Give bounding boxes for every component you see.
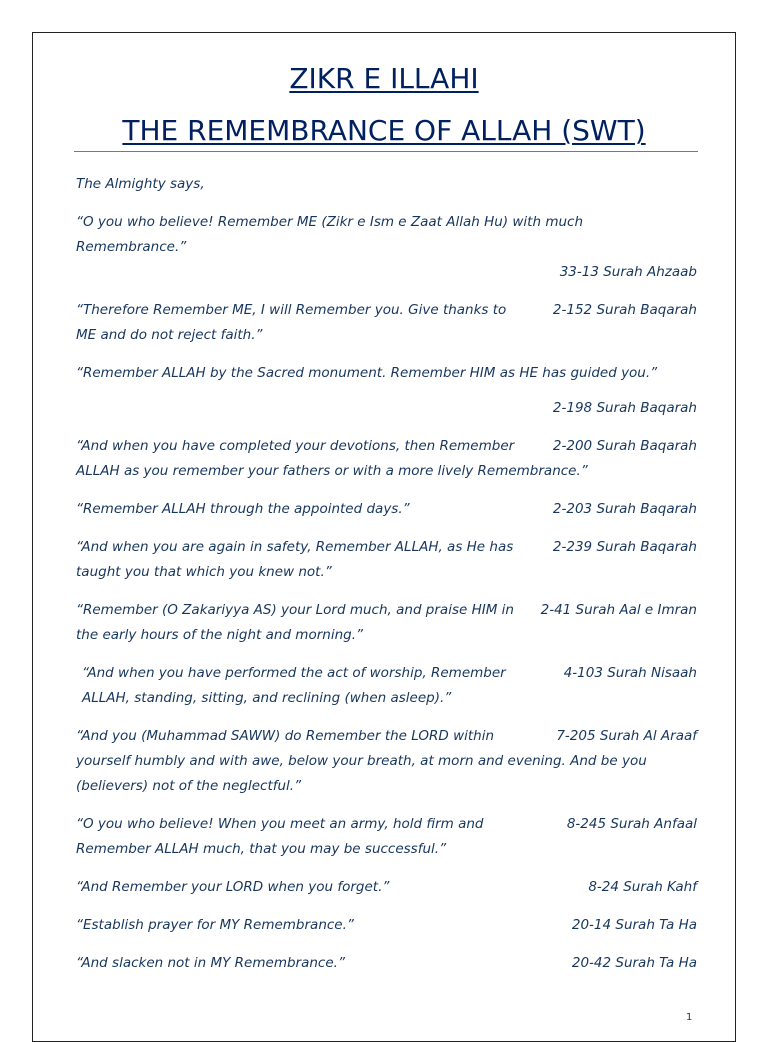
verse-text: “And when you have performed the act of worship, Remember ALLAH, standing, sitting, and reclining (when asleep).” bbox=[82, 665, 506, 706]
page-number: 1 bbox=[686, 1012, 693, 1023]
verse-text: “O you who believe! Remember ME (Zikr e Ism e Zaat Allah Hu) with much Remembrance.” bbox=[76, 214, 584, 255]
verse-text: “Therefore Remember ME, I will Remember you. Give thanks to ME and do not reject faith.” bbox=[76, 302, 507, 343]
verse-text: “And you (Muhammad SAWW) do Remember the LORD within yourself humbly and with awe, below your breath, at morn and evening. And be you (believers) not of the neglectful.” bbox=[76, 728, 647, 794]
verse-reference: 2-200 Surah Baqarah bbox=[552, 438, 697, 454]
verse-item bbox=[76, 951, 697, 976]
verse-item bbox=[76, 598, 697, 648]
verse-text: “O you who believe! When you meet an army, hold firm and Remember ALLAH much, that you may be successful.” bbox=[76, 816, 484, 857]
verse-reference: 20-14 Surah Ta Ha bbox=[571, 917, 697, 933]
verse-text: “Remember ALLAH through the appointed days.” bbox=[76, 501, 410, 517]
verse-item bbox=[76, 497, 697, 522]
verse-reference: 2-152 Surah Baqarah bbox=[552, 302, 697, 318]
verse-reference: 8-24 Surah Kahf bbox=[588, 879, 697, 895]
title-divider bbox=[74, 151, 698, 152]
verse-item bbox=[76, 812, 697, 862]
verse-item bbox=[76, 724, 697, 799]
verse-reference: 8-245 Surah Anfaal bbox=[566, 816, 697, 832]
verse-item bbox=[76, 875, 697, 900]
verse-text: “And when you have completed your devotions, then Remember ALLAH as you remember your fathers or with a more lively Remembrance.” bbox=[76, 438, 588, 479]
page-title: ZIKR E ILLAHI bbox=[289, 62, 479, 95]
verse-text: “Remember (O Zakariyya AS) your Lord much, and praise HIM in the early hours of the night and morning.” bbox=[76, 602, 514, 643]
verse-reference: 2-41 Surah Aal e Imran bbox=[540, 602, 697, 618]
verse-item bbox=[76, 535, 697, 585]
verse-reference: 4-103 Surah Nisaah bbox=[563, 665, 697, 681]
intro-text: The Almighty says, bbox=[76, 176, 205, 192]
verse-item bbox=[76, 913, 697, 938]
page-subtitle: THE REMEMBRANCE OF ALLAH (SWT) bbox=[122, 114, 646, 147]
verse-reference: 2-203 Surah Baqarah bbox=[552, 501, 697, 517]
verse-item bbox=[76, 298, 697, 348]
verse-item bbox=[76, 361, 697, 421]
verse-reference: 33-13 Surah Ahzaab bbox=[559, 264, 697, 280]
verse-item bbox=[76, 434, 697, 484]
verse-text: “And Remember your LORD when you forget.” bbox=[76, 879, 390, 895]
verse-text: “And slacken not in MY Remembrance.” bbox=[76, 955, 345, 971]
verse-reference: 2-198 Surah Baqarah bbox=[552, 400, 697, 416]
verse-reference: 20-42 Surah Ta Ha bbox=[571, 955, 697, 971]
verse-text: “And when you are again in safety, Remember ALLAH, as He has taught you that which you knew not.” bbox=[76, 539, 514, 580]
verse-list bbox=[76, 172, 697, 989]
verse-item bbox=[76, 661, 697, 711]
verse-reference: 7-205 Surah Al Araaf bbox=[556, 728, 697, 744]
verse-text: “Remember ALLAH by the Sacred monument. Remember HIM as HE has guided you.” bbox=[76, 365, 658, 381]
verse-text: “Establish prayer for MY Remembrance.” bbox=[76, 917, 354, 933]
verse-item bbox=[76, 210, 697, 285]
verse-reference: 2-239 Surah Baqarah bbox=[552, 539, 697, 555]
